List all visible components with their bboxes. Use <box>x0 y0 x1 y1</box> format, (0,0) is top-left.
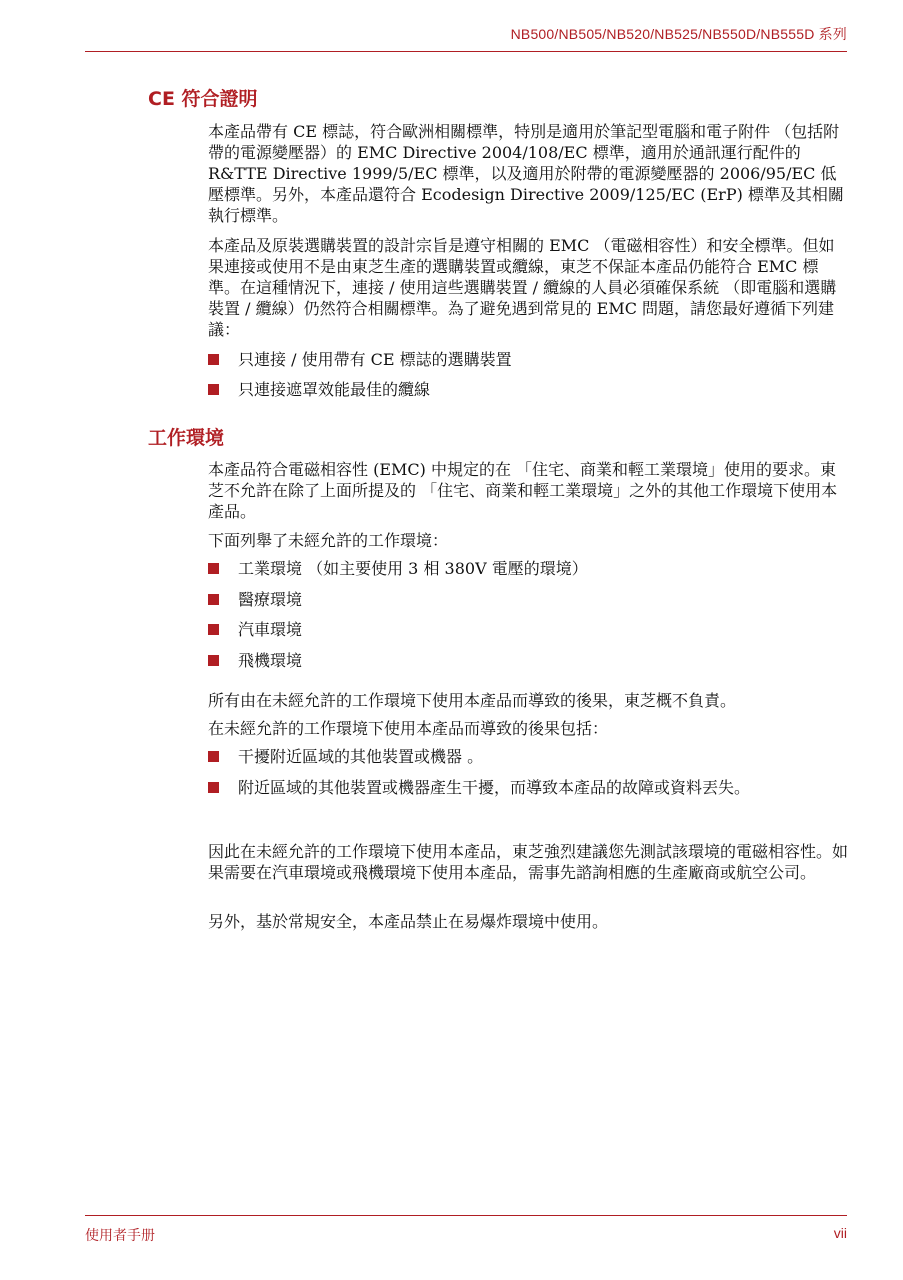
paragraph: 下面列舉了未經允許的工作環境： <box>208 531 449 550</box>
bullet-square-icon <box>208 624 219 635</box>
list-item <box>208 746 848 767</box>
list-item <box>208 349 848 370</box>
running-header-title: NB500/NB505/NB520/NB525/NB550D/NB555D 系列 <box>510 26 847 42</box>
bullet-square-icon <box>208 384 219 395</box>
bullet-square-icon <box>208 563 219 574</box>
paragraph: 所有由在未經允許的工作環境下使用本產品而導致的後果，東芝概不負責。 <box>208 691 737 710</box>
list-item <box>208 379 848 400</box>
section-heading-environment: 工作環境 <box>148 427 225 449</box>
list-item <box>208 777 808 798</box>
bullet-square-icon <box>208 354 219 365</box>
paragraph: 本產品符合電磁相容性 (EMC) 中規定的在 「住宅、商業和輕工業環境」使用的要求。東芝不允許在除了上面所提及的 「住宅、商業和輕工業環境」之外的其他工作環境下使用本產品。 <box>208 460 838 521</box>
bullet-square-icon <box>208 782 219 793</box>
footer-manual-title: 使用者手册 <box>85 1228 155 1244</box>
bullet-square-icon <box>208 655 219 666</box>
page-number: vii <box>833 1225 847 1241</box>
list-item-text: 只連接 / 使用帶有 CE 標誌的選購裝置 <box>238 350 512 369</box>
bullet-square-icon <box>208 751 219 762</box>
paragraph: 另外，基於常規安全，本產品禁止在易爆炸環境中使用。 <box>208 912 609 931</box>
paragraph: 本產品及原裝選購裝置的設計宗旨是遵守相關的 EMC （電磁相容性）和安全標準。但如果連接或使用不是由東芝生產的選購裝置或纜線，東芝不保証本產品仍能符合 EMC 標準。在這種情況下，連接 / 使用這些選購裝置 / 纜線的人員必須確保系統 （即電腦和選購裝置 / 纜線）仍然符合相關標準。為了避免遇到常見的 EMC 問題，請您最好遵循下列建議： <box>208 236 837 339</box>
header-divider <box>85 51 847 52</box>
list-item-text: 附近區域的其他裝置或機器產生干擾，而導致本產品的故障或資料丟失。 <box>238 778 751 797</box>
list-item <box>208 589 848 610</box>
list-item-text: 只連接遮罩效能最佳的纜線 <box>238 380 431 399</box>
list-item-text: 醫療環境 <box>238 590 303 609</box>
footer-divider <box>85 1215 847 1216</box>
bullet-square-icon <box>208 594 219 605</box>
list-item <box>208 650 848 671</box>
paragraph: 在未經允許的工作環境下使用本產品而導致的後果包括： <box>208 719 609 738</box>
list-item-text: 工業環境 （如主要使用 3 相 380V 電壓的環境） <box>238 559 588 578</box>
list-item-text: 干擾附近區域的其他裝置或機器 。 <box>238 747 484 766</box>
list-item <box>208 558 848 579</box>
list-item-text: 汽車環境 <box>238 620 303 639</box>
section-heading-ce: CE 符合證明 <box>148 88 258 110</box>
paragraph: 本產品帶有 CE 標誌，符合歐洲相關標準，特別是適用於筆記型電腦和電子附件 （包括附帶的電源變壓器）的 EMC Directive 2004/108/EC 標準，適用於通訊運行配件的 R&TTE Directive 1999/5/EC 標準，以及適用於附帶的電源變壓器的 2006/95/EC 低壓標準。另外，本產品還符合 Ecodesign Directive 2009/125/EC (ErP) 標準及其相關執行標準。 <box>208 122 844 225</box>
list-item-text: 飛機環境 <box>238 651 303 670</box>
list-item <box>208 619 848 640</box>
paragraph: 因此在未經允許的工作環境下使用本產品，東芝強烈建議您先測試該環境的電磁相容性。如果需要在汽車環境或飛機環境下使用本產品，需事先諮詢相應的生產廠商或航空公司。 <box>208 842 849 882</box>
